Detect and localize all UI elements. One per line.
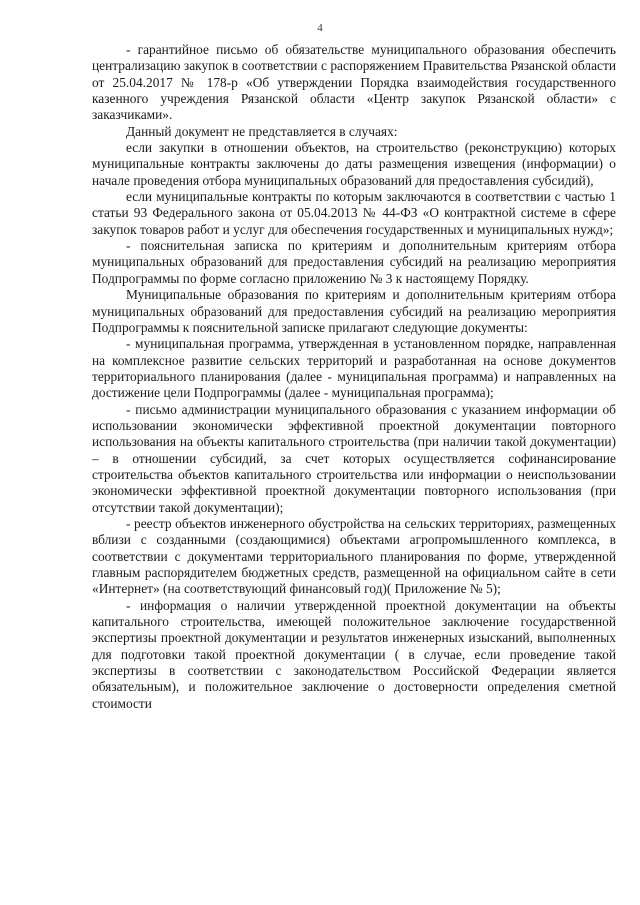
paragraph-project-documentation: - информация о наличии утвержденной проектной документации на объекты капитального строительства, имеющей положительное заключение государственной экспертизы проектной документации и результатов инженерных изысканий, выполненных для подготовки такой проектной документации ( в случае, если проведение такой экспертизы в соответствии с законодательством Российской Федерации является обязательным), и положительное заключение о достоверности определения сметной стоимости (92, 597, 616, 711)
paragraph-explanatory-note: - пояснительная записка по критериям и дополнительным критериям отбора муниципальных образований для предоставления субсидий на реализацию мероприятия Подпрограммы по форме согласно приложению № 3 к настоящему Порядку. (92, 238, 616, 286)
paragraph-attached-documents-intro: Муниципальные образования по критериям и дополнительным критериям отбора муниципальных образований для предоставления субсидий на реализацию мероприятия Подпрограммы к пояснительной записке прилагают следующие документы: (92, 287, 616, 335)
paragraph-guarantee-letter: - гарантийное письмо об обязательстве муниципального образования обеспечить централизацию закупок в соответствии с распоряжением Правительства Рязанской области от 25.04.2017 № 178-р «Об утверждении Порядка взаимодействия государственного казенного учреждения Рязанской области «Центр закупок Рязанской области» с заказчиками». (92, 42, 616, 123)
paragraph-administration-letter: - письмо администрации муниципального образования с указанием информации об использовании экономически эффективной проектной документации повторного использования на объекты капитального строительства (при наличии такой документации) – в отношении субсидий, за счет которых осуществляется софинансирование строительства объектов капитального строительства или информации о неиспользовании экономически эффективной проектной документации повторного использования (при отсутствии такой документации); (92, 401, 616, 515)
paragraph-not-required-intro: Данный документ не представляется в случаях: (126, 123, 398, 139)
document-body (92, 42, 616, 712)
paragraph-exception-article-93: если муниципальные контракты по которым заключаются в соответствии с частью 1 статьи 93 Федерального закона от 05.04.2013 № 44-ФЗ «О контрактной системе в сфере закупок товаров работ и услуг для обеспечения государственных и муниципальных нужд»; (92, 189, 616, 237)
page-number: 4 (317, 22, 323, 34)
paragraph-municipal-program: - муниципальная программа, утвержденная в установленном порядке, направленная на комплексное развитие сельских территорий и разработанная на основе документов территориального планирования (далее - муниципальная программа) и направленных на достижение цели Подпрограммы (далее - муниципальная программа); (92, 336, 616, 401)
paragraph-engineering-registry: - реестр объектов инженерного обустройства на сельских территориях, размещенных вблизи с созданными (создающимися) объектами агропромышленного комплекса, в соответствии с документами территориального планирования по форме, утвержденной главным распорядителем бюджетных средств, размещенной на официальном сайте в сети «Интернет» (на соответствующий финансовый год)( Приложение № 5); (92, 515, 616, 597)
paragraph-exception-contracts: если закупки в отношении объектов, на строительство (реконструкцию) которых муниципальные контракты заключены до даты размещения извещения (информации) о начале проведения отбора муниципальных образований для предоставления субсидий), (92, 140, 616, 188)
